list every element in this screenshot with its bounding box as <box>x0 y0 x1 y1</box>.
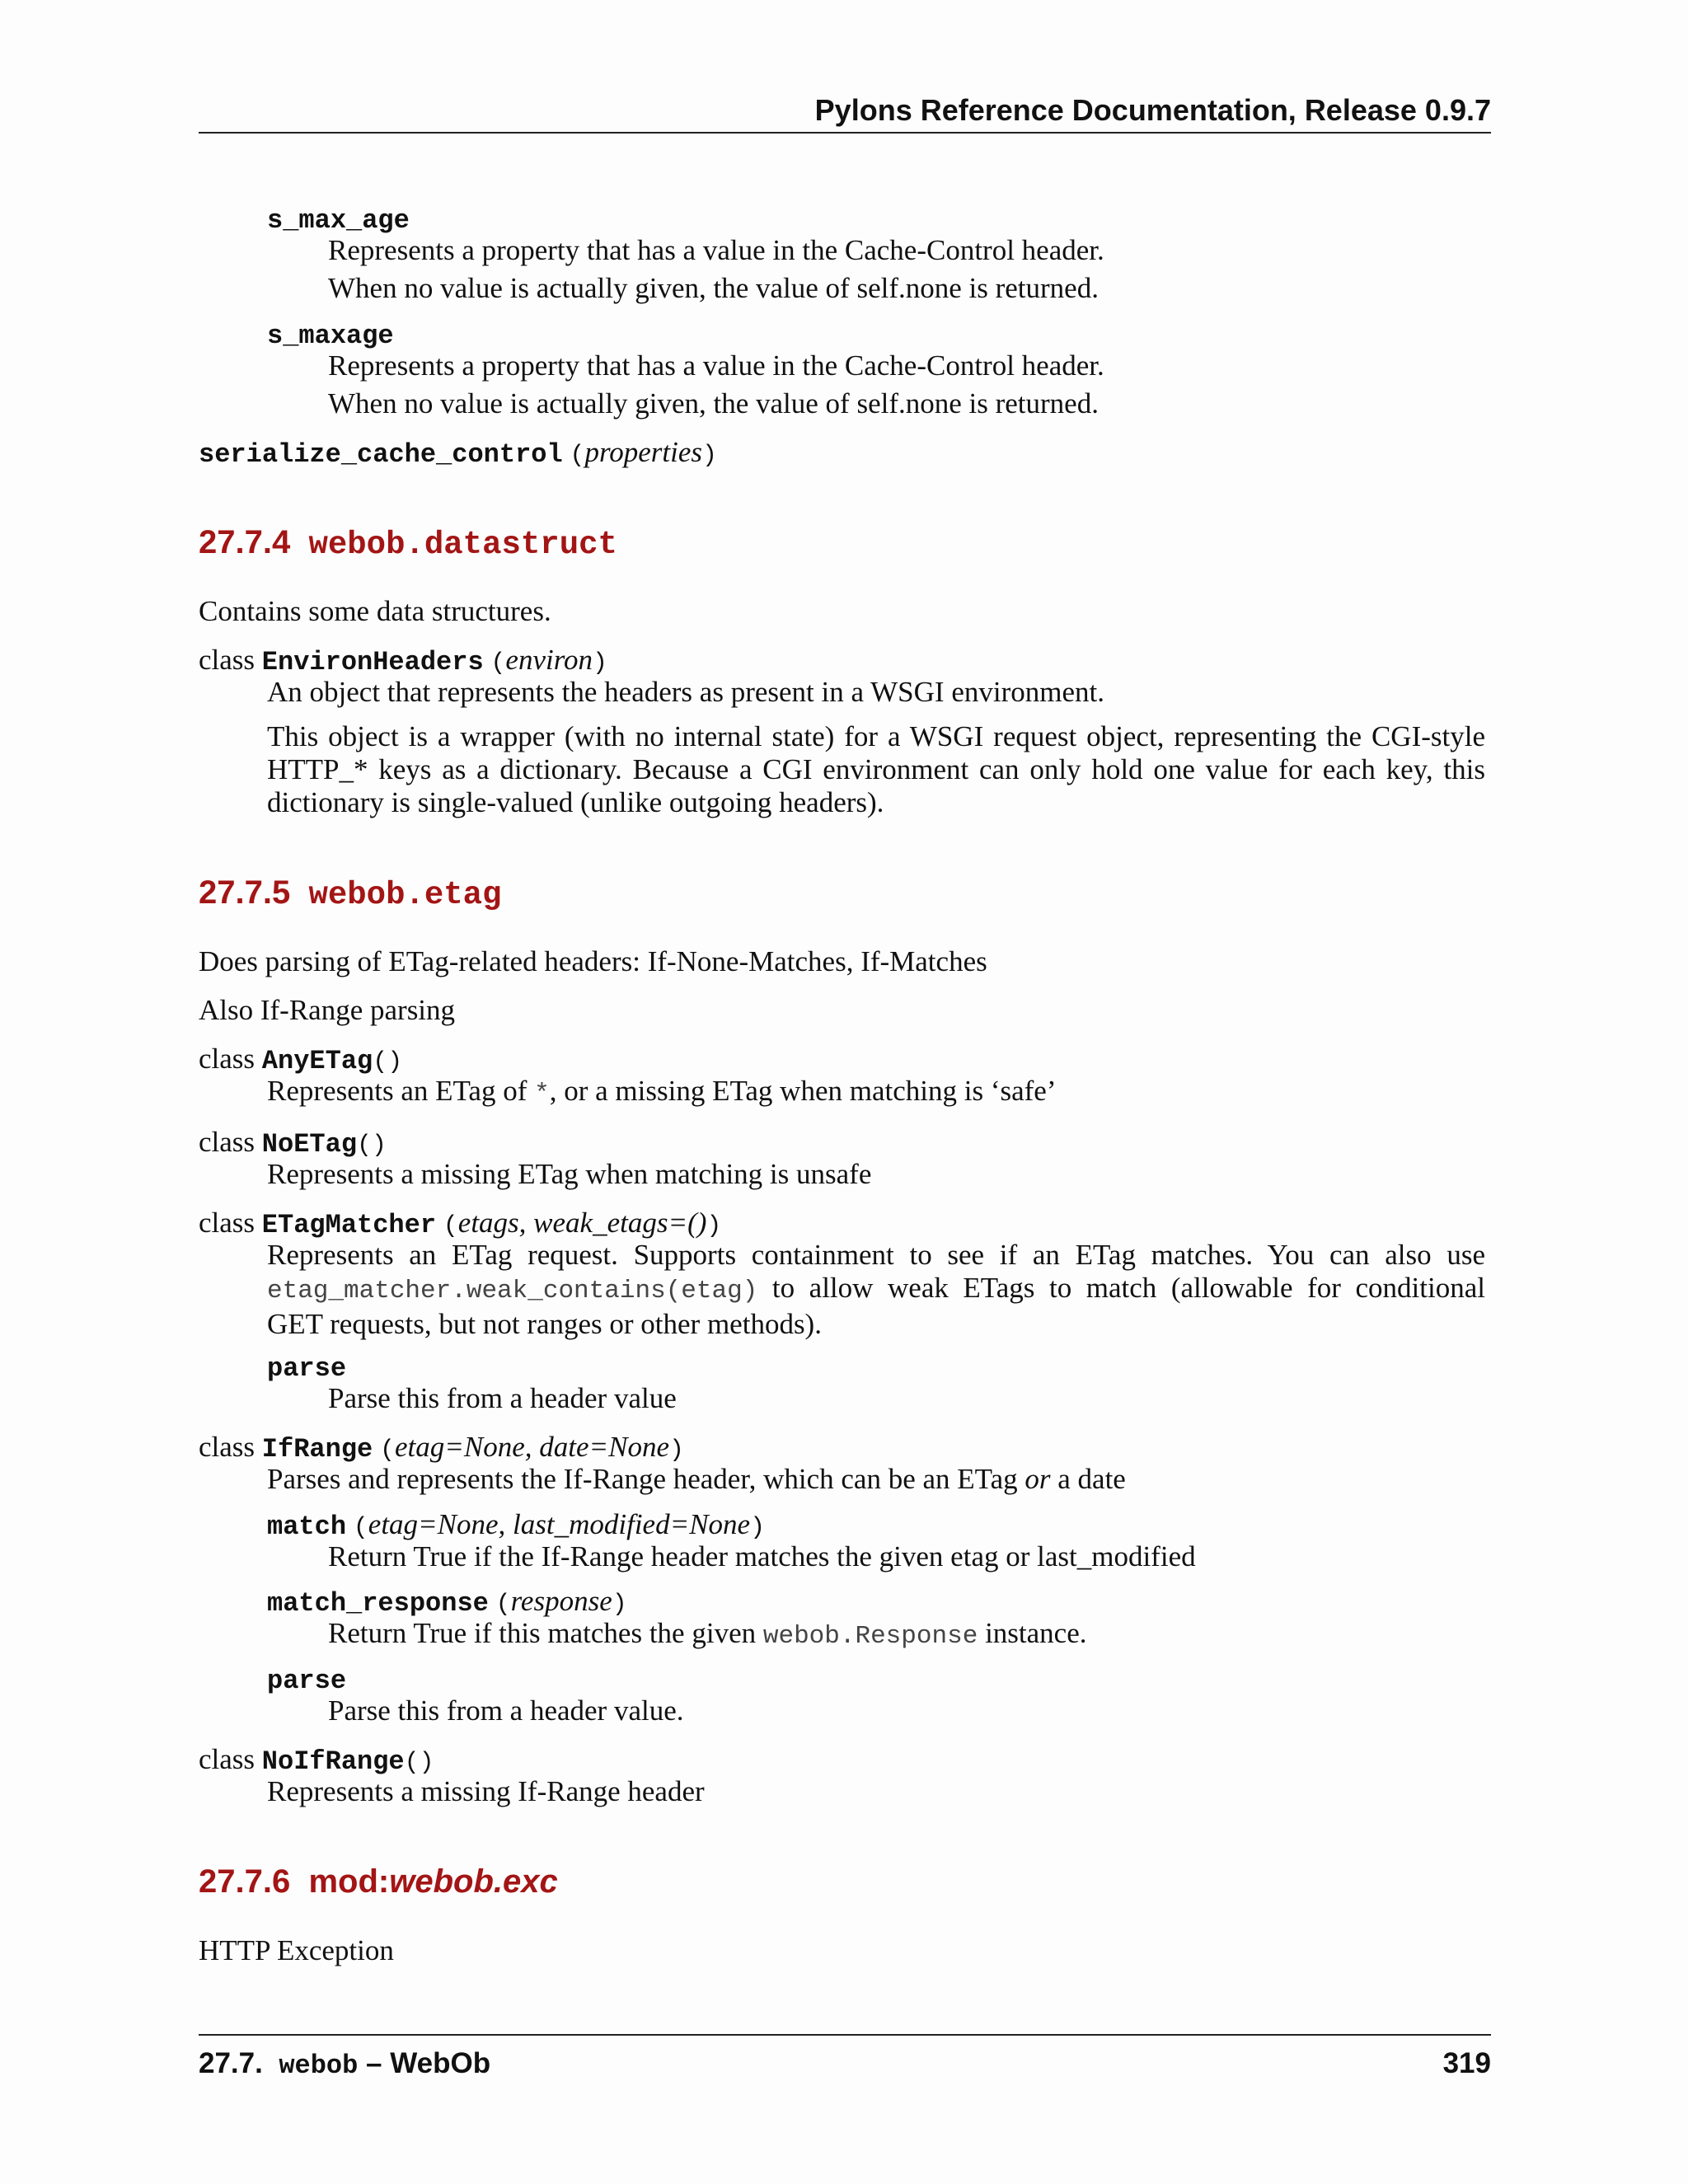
class-name: AnyETag <box>261 1046 373 1076</box>
class-args: etags, weak_etags=() <box>457 1207 707 1239</box>
section-heading-27-7-4 <box>199 524 617 563</box>
class-desc-paragraph: This object is a wrapper (with no internal state) for a WSGI request object, representing the CGI-style HTTP_* keys as a dictionary. Because a CGI environment can only hold one value for each key, this dictionary is single-valued (unlike outgoing headers). <box>267 720 1485 818</box>
method-args: response <box>510 1585 612 1617</box>
class-name: IfRange <box>261 1434 373 1465</box>
class-if-range: class IfRange (etag=None, date=None) <box>199 1431 685 1465</box>
class-keyword: class <box>199 644 256 676</box>
func-serialize-cache-control: serialize_cache_control (properties) <box>199 436 718 470</box>
section-number: 27.7.6 <box>199 1863 291 1900</box>
attr-name: s_maxage <box>267 321 394 351</box>
footer-section-title: – WebOb <box>358 2047 491 2079</box>
running-footer <box>199 2034 1491 2081</box>
class-desc: An object that represents the headers as present in a WSGI environment. <box>267 676 1104 708</box>
class-etag-matcher: class ETagMatcher (etags, weak_etags=()) <box>199 1207 722 1240</box>
section-heading-27-7-5 <box>199 874 502 913</box>
attr-s-maxage <box>267 317 394 353</box>
section-prefix: mod: <box>308 1863 390 1900</box>
section-title: webob.etag <box>308 877 502 913</box>
class-desc: Represents a missing If-Range header <box>267 1775 705 1807</box>
footer-section-code: webob <box>279 2050 359 2081</box>
footer-section-number: 27.7. <box>199 2047 263 2079</box>
method-name: match <box>267 1511 347 1542</box>
running-header: Pylons Reference Documentation, Release 0.9.7 <box>199 92 1491 134</box>
method-match-response: match_response (response) <box>267 1585 627 1619</box>
method-desc: Return True if the If-Range header matches the given etag or last_modified <box>328 1540 1196 1572</box>
class-name: EnvironHeaders <box>261 647 484 677</box>
method-name: match_response <box>267 1588 489 1619</box>
attr-s-max-age <box>267 202 410 237</box>
method-desc: Return True if this matches the given webob.Response instance. <box>328 1617 1087 1651</box>
class-name: ETagMatcher <box>261 1210 437 1240</box>
attr-desc: Represents a property that has a value in the Cache-Control header. <box>328 349 1104 382</box>
class-desc: Parses and represents the If-Range header, which can be an ETag or a date <box>267 1463 1126 1495</box>
section-number: 27.7.5 <box>199 874 291 911</box>
attr-desc: When no value is actually given, the value of self.none is returned. <box>328 272 1099 304</box>
class-args: etag=None, date=None <box>394 1431 669 1463</box>
page-number: 319 <box>1442 2047 1491 2079</box>
class-args: environ <box>505 644 593 676</box>
section-intro: Does parsing of ETag-related headers: If-None-Matches, If-Matches <box>199 945 987 977</box>
class-desc-paragraph: Represents an ETag request. Supports containment to see if an ETag matches. You can also use etag_matcher.weak_contains(etag) to allow weak ETags to match (allowable for conditional GET requests, but not ranges or other methods). <box>267 1239 1485 1340</box>
method-desc: Parse this from a header value <box>328 1382 677 1414</box>
method-name: parse <box>267 1353 347 1384</box>
attr-desc: When no value is actually given, the value of self.none is returned. <box>328 387 1099 419</box>
func-args: properties <box>584 436 703 468</box>
attr-name: s_max_age <box>267 205 410 236</box>
method-match: match (etag=None, last_modified=None) <box>267 1508 766 1542</box>
section-title: webob.exc <box>389 1863 558 1900</box>
method-name: parse <box>267 1666 347 1696</box>
class-name: NoIfRange <box>261 1746 405 1777</box>
method-desc: Parse this from a header value. <box>328 1694 684 1727</box>
class-no-etag: class NoETag() <box>199 1126 387 1160</box>
section-intro: HTTP Exception <box>199 1934 394 1966</box>
section-intro: Contains some data structures. <box>199 595 551 627</box>
section-heading-27-7-6 <box>199 1863 558 1900</box>
class-any-etag: class AnyETag() <box>199 1043 403 1076</box>
method-parse <box>267 1350 346 1385</box>
func-name: serialize_cache_control <box>199 439 563 470</box>
class-name: NoETag <box>261 1129 358 1160</box>
class-environ-headers: class EnvironHeaders (environ) <box>199 644 608 677</box>
class-desc: Represents a missing ETag when matching is unsafe <box>267 1158 872 1190</box>
section-title: webob.datastruct <box>308 527 617 563</box>
method-args: etag=None, last_modified=None <box>368 1508 751 1540</box>
section-intro: Also If-Range parsing <box>199 994 456 1026</box>
method-parse <box>267 1662 346 1698</box>
attr-desc: Represents a property that has a value in the Cache-Control header. <box>328 234 1104 266</box>
class-desc: Represents an ETag of *, or a missing ETag when matching is ‘safe’ <box>267 1075 1057 1108</box>
section-number: 27.7.4 <box>199 524 291 560</box>
class-no-if-range: class NoIfRange() <box>199 1743 434 1777</box>
